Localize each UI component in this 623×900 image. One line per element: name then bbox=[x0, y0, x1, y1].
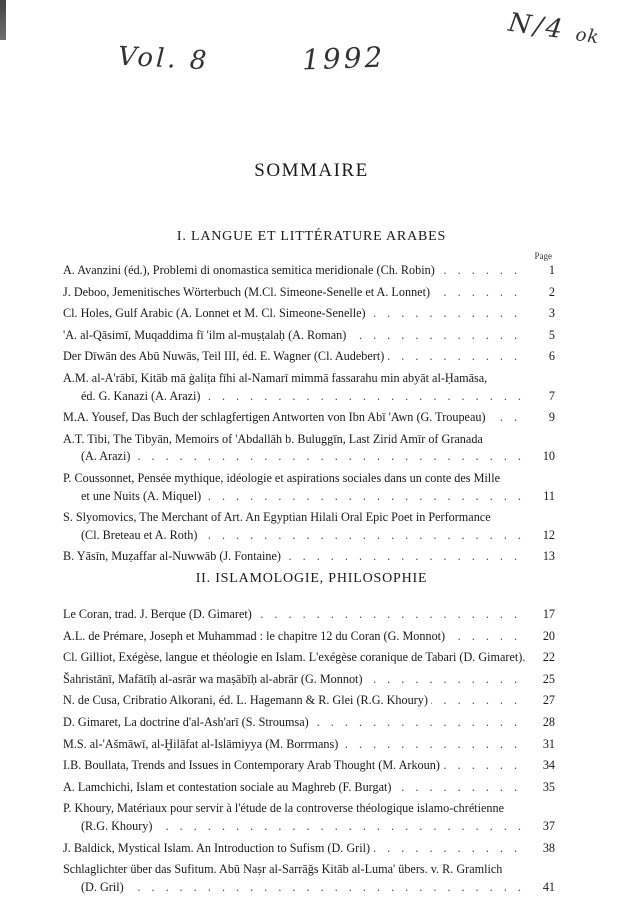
toc-entry-line bbox=[63, 262, 555, 280]
toc-entry-text: P. Khoury, Matériaux pour servir à l'étude de la controverse théologique islamo-chrétienne bbox=[63, 801, 507, 815]
toc-entry bbox=[63, 671, 555, 689]
toc-entry bbox=[63, 327, 555, 345]
toc-entry-text: Schlaglichter über das Sufitum. Abū Naṣr al-Sarrāǧs Kitāb al-Luma' übers. v. R. Gramlich bbox=[63, 862, 505, 876]
toc-entry-line bbox=[63, 714, 555, 732]
toc-entry-text: Cl. Holes, Gulf Arabic (A. Lonnet et M. Cl. Simeone-Senelle) bbox=[63, 306, 369, 320]
toc-entry-text: A.T. Tibi, The Tibyān, Memoirs of 'Abdallāh b. Buluggīn, Last Zirid Amīr of Granada bbox=[63, 432, 486, 446]
handwritten-note-main: N/4 bbox=[506, 7, 568, 46]
toc-page-number: 1 bbox=[525, 262, 555, 280]
toc-entry-text: Cl. Gilliot, Exégèse, langue et théologie en Islam. L'exégèse coranique de Tabari (D. Gimaret). bbox=[63, 650, 528, 664]
toc-entry bbox=[63, 509, 555, 544]
toc-entry-text: (A. Arazi) bbox=[81, 449, 133, 463]
section-title-langue: I. LANGUE ET LITTÉRATURE ARABES bbox=[176, 229, 447, 244]
toc-entry-line bbox=[63, 409, 555, 427]
toc-page-number: 28 bbox=[525, 714, 555, 732]
toc-page-number: 2 bbox=[525, 284, 555, 302]
toc-entry-line bbox=[63, 431, 555, 449]
toc-entry-line bbox=[63, 527, 555, 545]
toc-page-number: 3 bbox=[525, 305, 555, 323]
handwritten-note-ok: ok bbox=[574, 24, 601, 49]
toc-entry-line bbox=[63, 879, 555, 897]
toc-entry bbox=[63, 800, 555, 835]
toc-entry-line bbox=[63, 305, 555, 323]
toc-entry-text: 'A. al-Qāsimī, Muqaddima fī 'ilm al-muṣṭalaḥ (A. Roman) bbox=[63, 328, 349, 342]
toc-entry-text: P. Coussonnet, Pensée mythique, idéologie et aspirations sociales dans un conte des Mille bbox=[63, 471, 503, 485]
binding-mark bbox=[0, 0, 6, 40]
toc-entry-line bbox=[63, 370, 555, 388]
toc-entry-text: Le Coran, trad. J. Berque (D. Gimaret) bbox=[63, 607, 255, 621]
toc-page-number: 13 bbox=[525, 548, 555, 566]
toc-entry-line bbox=[63, 606, 555, 624]
section-entries-islamologie bbox=[63, 606, 555, 896]
toc-entry bbox=[63, 736, 555, 754]
toc-entry-line bbox=[63, 692, 555, 710]
toc-page-number: 35 bbox=[525, 779, 555, 797]
toc-entry-line bbox=[63, 736, 555, 754]
toc-entry-text: J. Deboo, Jemenitisches Wörterbuch (M.Cl. Simeone-Senelle et A. Lonnet) bbox=[63, 285, 433, 299]
toc-page-number: 12 bbox=[525, 527, 555, 545]
toc-entry-text: M.A. Yousef, Das Buch der schlagfertigen Antworten von Ibn Abī 'Awn (G. Troupeau) bbox=[63, 410, 489, 424]
toc-entry bbox=[63, 284, 555, 302]
toc-entry bbox=[63, 714, 555, 732]
section-title-islamologie: II. ISLAMOLOGIE, PHILOSOPHIE bbox=[195, 571, 428, 586]
toc-entry-line bbox=[63, 548, 555, 566]
page-title: SOMMAIRE bbox=[254, 160, 369, 181]
toc-entry-line bbox=[63, 840, 555, 858]
toc-entry-text: A. Avanzini (éd.), Problemi di onomastica semitica meridionale (Ch. Robin) bbox=[63, 263, 438, 277]
toc-entry bbox=[63, 548, 555, 566]
toc-entry bbox=[63, 470, 555, 505]
toc-page-number: 25 bbox=[525, 671, 555, 689]
toc-entry-line bbox=[63, 628, 555, 646]
toc-entry-text: (D. Gril) bbox=[81, 880, 127, 894]
toc-page-number: 22 bbox=[525, 649, 555, 667]
toc-page-number: 7 bbox=[525, 388, 555, 406]
toc-entry-text: A.L. de Prémare, Joseph et Muhammad : le chapitre 12 du Coran (G. Monnot) bbox=[63, 629, 448, 643]
toc-entry-line bbox=[63, 649, 555, 667]
toc-entry bbox=[63, 409, 555, 427]
toc-entry-text: et une Nuits (A. Miquel) bbox=[81, 489, 204, 503]
toc-entry bbox=[63, 348, 555, 366]
toc-entry-text: S. Slyomovics, The Merchant of Art. An Egyptian Hilali Oral Epic Poet in Performance bbox=[63, 510, 494, 524]
toc-page-number: 41 bbox=[525, 879, 555, 897]
toc-page-number: 20 bbox=[525, 628, 555, 646]
toc-entry bbox=[63, 628, 555, 646]
toc-entry-text: D. Gimaret, La doctrine d'al-Ash'arī (S. Stroumsa) bbox=[63, 715, 312, 729]
toc-entry-line bbox=[63, 757, 555, 775]
toc-entry bbox=[63, 861, 555, 896]
toc-entry bbox=[63, 431, 555, 466]
toc-entry-text: M.S. al-'Ašmāwī, al-Ḫilāfat al-Islāmiyya (M. Borrmans) bbox=[63, 737, 341, 751]
toc-entry-line bbox=[63, 800, 555, 818]
toc-entry-text: J. Baldick, Mystical Islam. An Introduction to Sufism (D. Gril) bbox=[63, 841, 373, 855]
toc-entry-text: Šahristānī, Mafātīḥ al-asrār wa maṣābīḥ al-abrār (G. Monnot) bbox=[63, 672, 366, 686]
section-entries-langue bbox=[63, 262, 555, 566]
toc-entry bbox=[63, 692, 555, 710]
toc-entry-text: B. Yāsīn, Muẓaffar al-Nuwwāb (J. Fontaine) bbox=[63, 549, 284, 563]
toc-entry bbox=[63, 757, 555, 775]
toc-entry-line bbox=[63, 348, 555, 366]
toc-entry-line bbox=[63, 327, 555, 345]
handwritten-year: 1992 bbox=[301, 40, 386, 77]
toc-entry-text: Der Dīwān des Abū Nuwās, Teil III, éd. E. Wagner (Cl. Audebert) bbox=[63, 349, 387, 363]
toc-entry-text: (R.G. Khoury) bbox=[81, 819, 155, 833]
toc-entry-text: A. Lamchichi, Islam et contestation sociale au Maghreb (F. Burgat) bbox=[63, 780, 394, 794]
toc-entry bbox=[63, 840, 555, 858]
toc-entry bbox=[63, 262, 555, 280]
toc-entry bbox=[63, 305, 555, 323]
toc-page-number: 27 bbox=[525, 692, 555, 710]
handwritten-note bbox=[506, 8, 601, 51]
toc-entry-line bbox=[63, 470, 555, 488]
toc-entry-line bbox=[63, 509, 555, 527]
toc-entry-line bbox=[63, 818, 555, 836]
toc-page-number: 38 bbox=[525, 840, 555, 858]
toc-entry bbox=[63, 370, 555, 405]
toc-page-number: 31 bbox=[525, 736, 555, 754]
toc-page-number: 5 bbox=[525, 327, 555, 345]
toc-page-number: 10 bbox=[525, 448, 555, 466]
toc-entry-line bbox=[63, 388, 555, 406]
toc-entry-line bbox=[63, 671, 555, 689]
toc-entry-line bbox=[63, 284, 555, 302]
toc-page-number: 9 bbox=[525, 409, 555, 427]
toc-entry-line bbox=[63, 861, 555, 879]
handwritten-volume: Vol. 8 bbox=[117, 41, 211, 77]
toc-entry-text: (Cl. Breteau et A. Roth) bbox=[81, 528, 200, 542]
page-column-label: Page bbox=[534, 251, 552, 261]
toc-page-number: 17 bbox=[525, 606, 555, 624]
toc-entry-line bbox=[63, 488, 555, 506]
toc-page-number: 11 bbox=[525, 488, 555, 506]
toc-page-number: 37 bbox=[525, 818, 555, 836]
toc-entry bbox=[63, 779, 555, 797]
toc-entry-text: N. de Cusa, Cribratio Alkorani, éd. L. Hagemann & R. Glei (R.G. Khoury) bbox=[63, 693, 431, 707]
toc-entry-text: I.B. Boullata, Trends and Issues in Contemporary Arab Thought (M. Arkoun) bbox=[63, 758, 443, 772]
toc-entry bbox=[63, 649, 555, 667]
toc-page-number: 34 bbox=[525, 757, 555, 775]
toc-entry-text: A.M. al-A'rābī, Kitāb mā ġaliṭa fīhi al-Namarī mimmā fassarahu min abyāt al-Ḥamāsa, bbox=[63, 371, 490, 385]
toc-entry-line bbox=[63, 448, 555, 466]
toc-entry-text: éd. G. Kanazi (A. Arazi) bbox=[81, 389, 203, 403]
toc-entry bbox=[63, 606, 555, 624]
toc-page-number: 6 bbox=[525, 348, 555, 366]
toc-entry-line bbox=[63, 779, 555, 797]
